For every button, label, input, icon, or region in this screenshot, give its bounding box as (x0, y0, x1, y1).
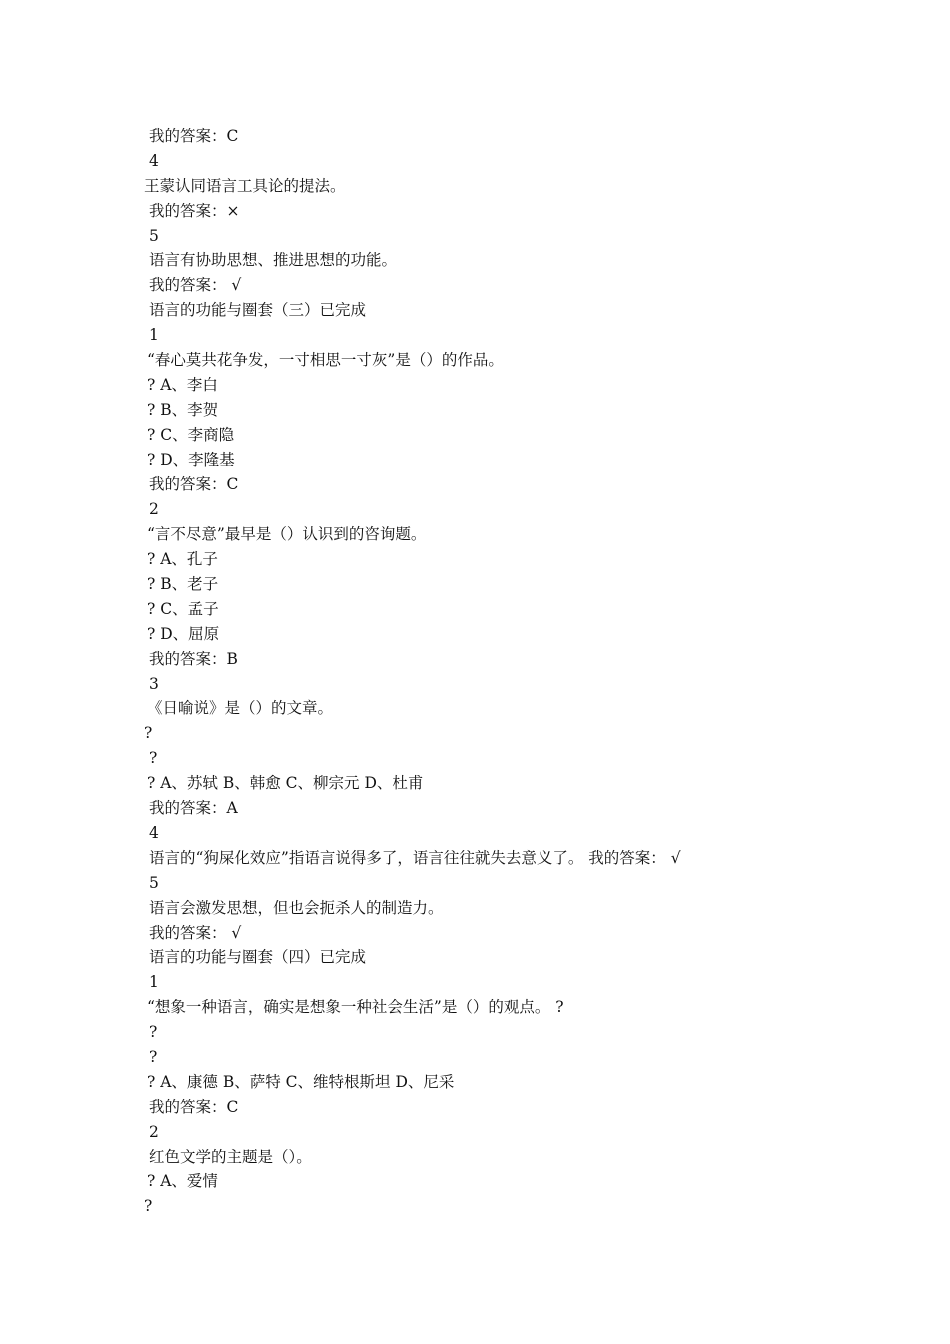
question-text: 语言会激发思想，但也会扼杀人的制造力。 (149, 898, 444, 917)
option-line: ? C、孟子 (147, 599, 219, 618)
question-text: 王蒙认同语言工具论的提法。 (144, 176, 346, 195)
question-text: 语言的“狗屎化效应”指语言说得多了，语言往往就失去意义了。 我的答案： √ (149, 848, 681, 867)
answer-line: 我的答案： √ (149, 276, 242, 295)
section-heading: 语言的功能与圈套（四）已完成 (149, 948, 367, 967)
question-text: “言不尽意”最早是（）认识到的咨询题。 (147, 525, 427, 544)
question-number: 3 (149, 674, 159, 693)
question-number: 2 (149, 500, 159, 519)
option-line: ? D、屈原 (147, 624, 220, 643)
answer-line: 我的答案：C (149, 127, 239, 145)
option-line: ? A、孔子 (147, 550, 218, 569)
question-number: 5 (149, 226, 159, 245)
answer-line: 我的答案：B (149, 649, 238, 668)
answer-line: 我的答案：C (149, 1097, 239, 1116)
answer-line: 我的答案：C (149, 475, 239, 494)
question-number: 1 (149, 326, 159, 345)
section-heading: 语言的功能与圈套（三）已完成 (149, 301, 367, 320)
option-line: ? D、李隆基 (147, 450, 235, 469)
question-text: 红色文学的主题是（）。 (149, 1147, 312, 1166)
question-text: “春心莫共花争发，一寸相思一寸灰”是（）的作品。 (147, 351, 504, 370)
option-placeholder: ? (149, 1023, 158, 1042)
question-number: 2 (149, 1122, 159, 1141)
option-line: ? A、康德 B、萨特 C、维特根斯坦 D、尼采 (147, 1072, 455, 1091)
option-placeholder: ? (144, 724, 153, 743)
option-line: ? B、李贺 (147, 400, 219, 419)
option-line: ? A、苏轼 B、韩愈 C、柳宗元 D、杜甫 (147, 774, 424, 793)
answer-line: 我的答案：A (149, 799, 238, 818)
option-line: ? A、爱情 (147, 1172, 218, 1191)
option-placeholder: ? (144, 1197, 153, 1216)
answer-line: 我的答案：× (149, 201, 240, 220)
option-placeholder: ? (149, 1047, 158, 1066)
option-line: ? A、李白 (147, 375, 218, 394)
answer-line: 我的答案： √ (149, 923, 242, 942)
question-text: 《日喻说》是（）的文章。 (147, 699, 334, 718)
question-number: 5 (149, 873, 159, 892)
document-body (144, 124, 924, 1219)
option-line: ? B、老子 (147, 575, 219, 594)
option-placeholder: ? (149, 749, 158, 768)
question-text: “想象一种语言，确实是想象一种社会生活”是（）的观点。 ? (147, 998, 564, 1017)
option-line: ? C、李商隐 (147, 425, 235, 444)
question-number: 4 (149, 823, 159, 842)
question-text: 语言有协助思想、推进思想的功能。 (149, 251, 398, 270)
question-number: 4 (149, 151, 159, 170)
question-number: 1 (149, 973, 159, 992)
